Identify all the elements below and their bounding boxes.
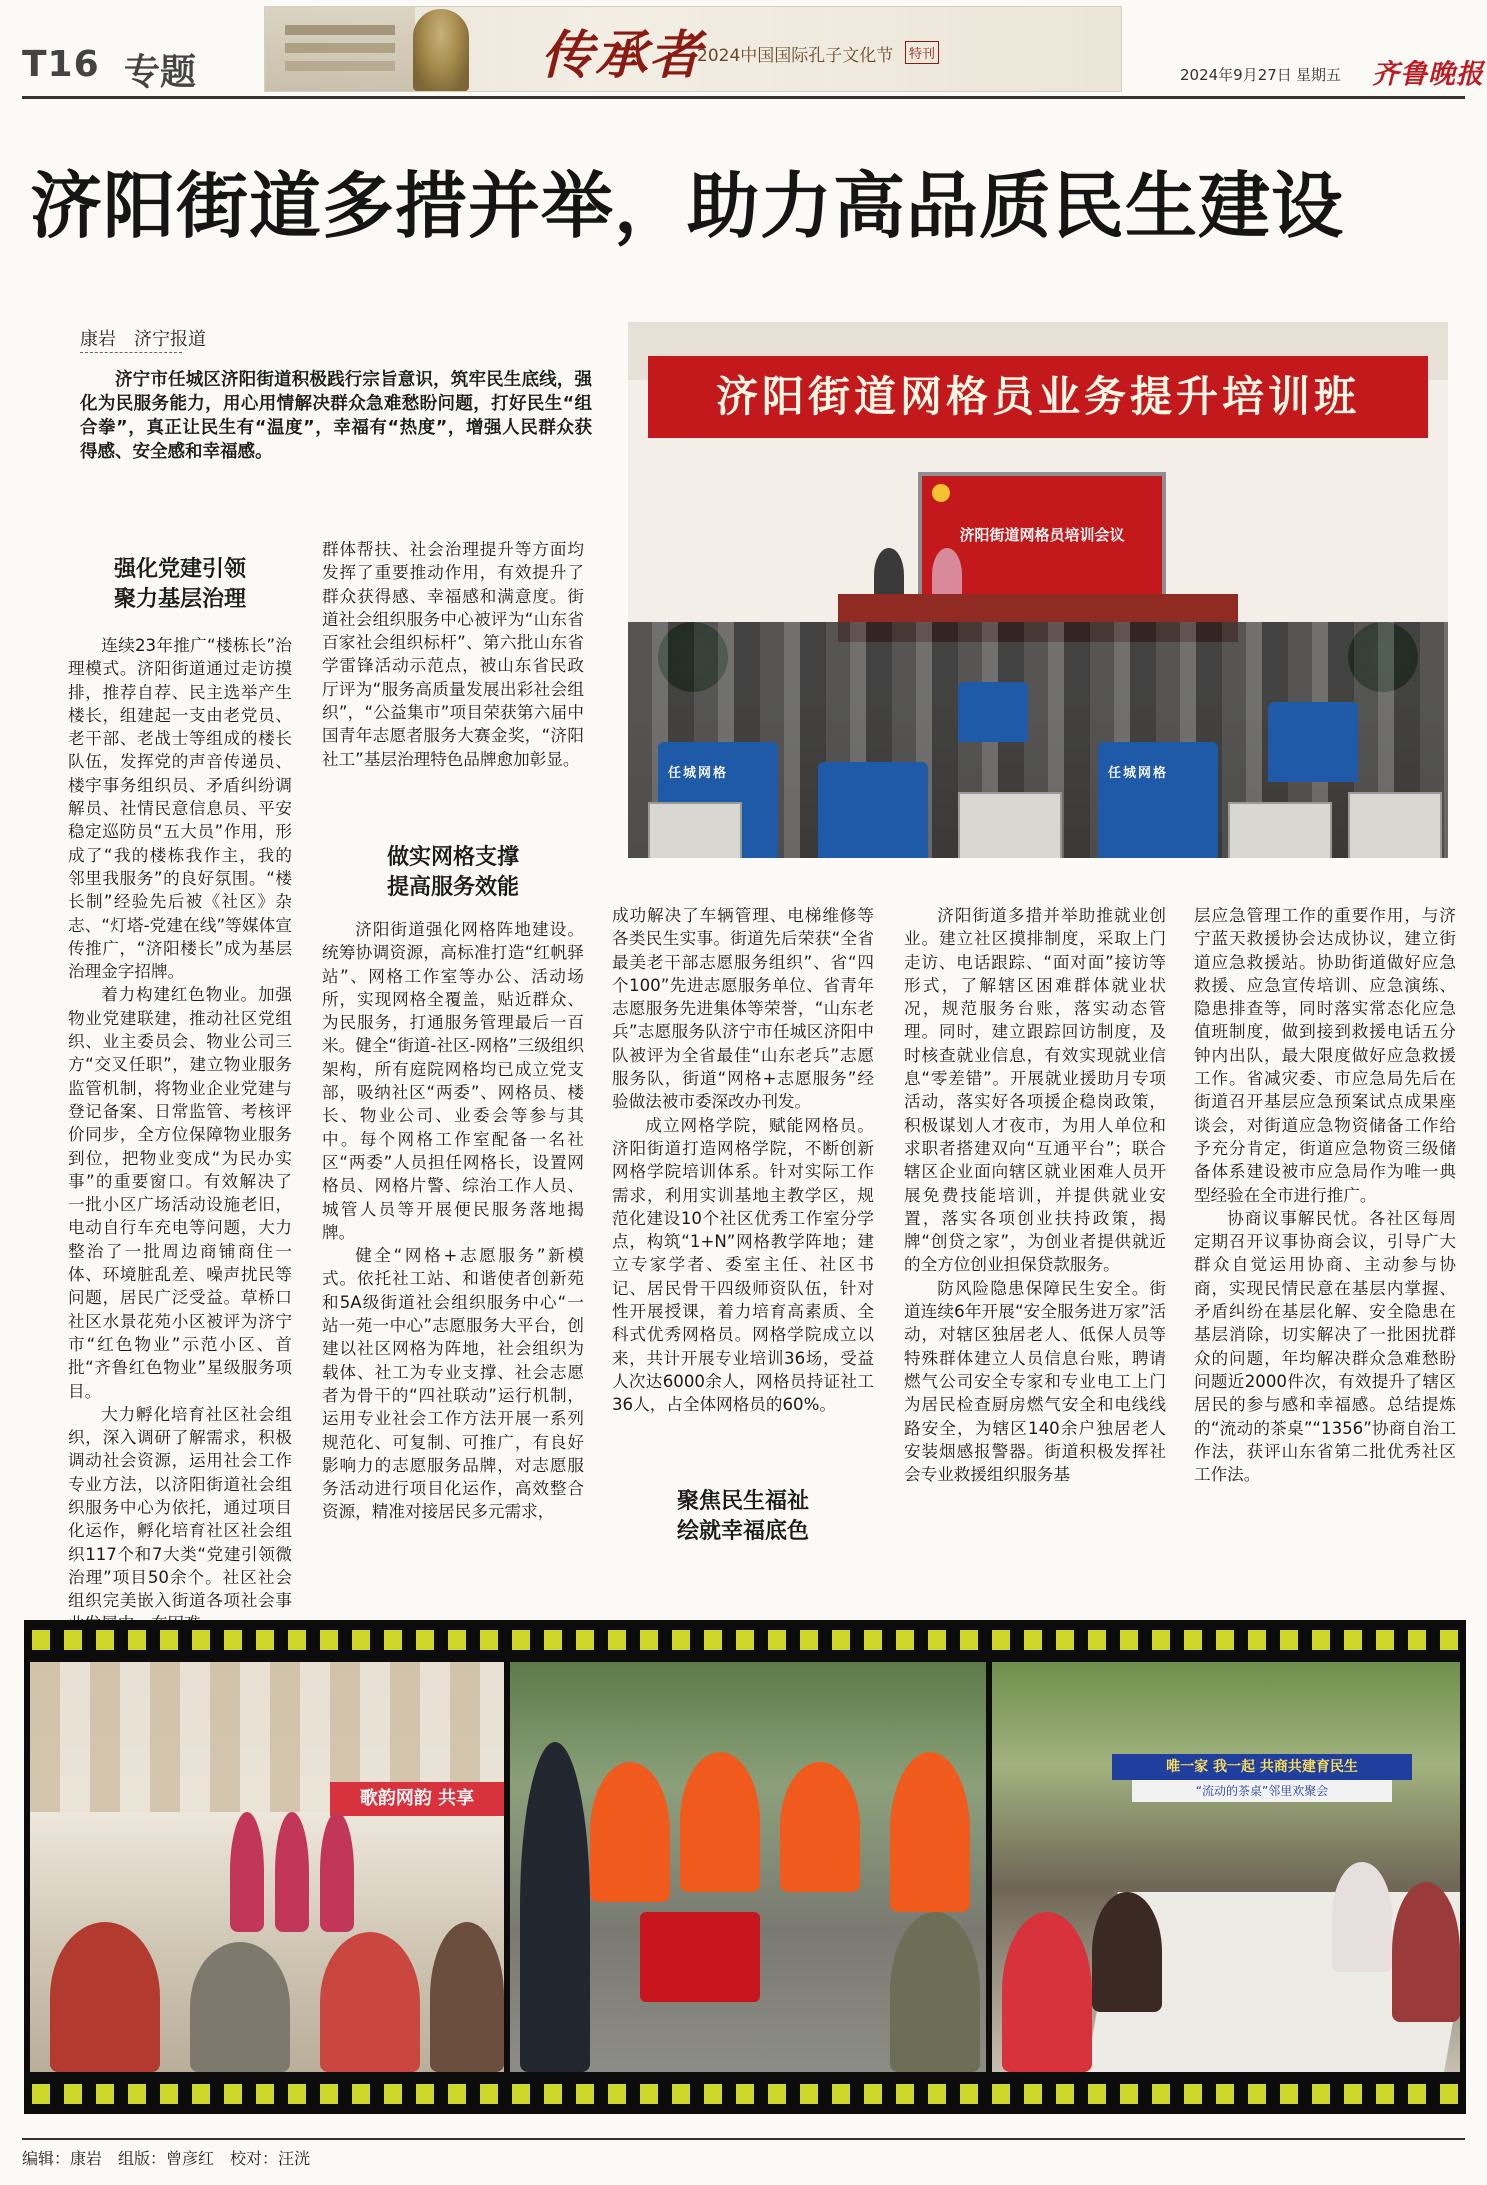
column-3	[612, 904, 874, 1417]
paragraph: 健全“网格+志愿服务”新模式。依托社工站、和谐使者创新苑和5A级街道社会组织服务中心“一站一苑一中心”志愿服务大平台，创建以社区网格为阵地，社会组织为载体、社工为专业支撑、社会志愿者为骨干的“四社联动”运行机制，运用专业社会工作方法开展一系列规范化、可复制、可推广，有良好影响力的志愿服务品牌，对志愿服务活动进行项目化运作，高效整合资源，精准对接居民多元需求，	[322, 1246, 584, 1522]
paragraph: 大力孵化培育社区社会组织，深入调研了解需求，积极调动社会资源，运用社会工作专业方法，以济阳街道社会组织服务中心为依托，通过项目化运作，孵化培育社区社会组织117个和7大类“党建引领微治理”项目50余个。社区社会组织完美嵌入街道各项社会事	[68, 1404, 292, 1611]
issue-date: 2024年9月27日	[1180, 66, 1292, 84]
life-vest	[780, 1762, 860, 1892]
resident	[1332, 1862, 1392, 1972]
attendee-vest: 任城网格	[1098, 742, 1218, 858]
column-2-top	[322, 538, 584, 771]
section-name: 专题	[124, 51, 197, 93]
life-vest	[890, 1752, 970, 1912]
attendee-vest: 任城网格	[658, 742, 778, 858]
byline: 康岩 济宁报道	[80, 329, 206, 350]
life-vest	[680, 1752, 760, 1892]
paragraph: 济阳街道多措并举助推就业创业。建立社区摸排制度，采取上门走访、电话跟踪、“面对面”接访等形式，了解辖区困难群体就业状况，规范服务台账，落实动态管理。同时，建立跟踪回访制度，及时核查就业信息，有效实现就业信息“零差错”。开展就业援助月专项活动，落实好各项援企稳岗政策，积极谋划人才夜市，为用人单位和求职者搭建双向“互通平台”；联合辖区企业面向辖区就业困难人员开展免费技能培训，并提供就业安置，落实各项创业扶持政策，揭牌“创贷之家”，为创业者提供就近的全方位创业担保贷款服务。	[904, 906, 1166, 1275]
photo-screen-text: 济阳街道网格员培训会议	[959, 526, 1125, 544]
banner-subtitle: 2024中国国际孔子文化节	[697, 46, 894, 66]
chair	[958, 792, 1062, 858]
paragraph: 层应急管理工作的重要作用，与济宁蓝天救援协会达成协议，建立街道应急救援站。协助街道做好应急救援、应急宣传培训、应急演练、隐患排查等，同时落实常态化应急值班制度，做到接到救援电话五分钟内出队，最大限度做好应急救援工作。省减灾委、市应急局先后在街道召开基层应急预案试点成果座谈会，对街道应急物资储备工作给予充分肯定，街道应急物资三级储备体系建设被市应急局作为唯一典型经验在全市进行推广。	[1194, 906, 1456, 1205]
chair	[1228, 802, 1332, 858]
film-perforation	[32, 2084, 1458, 2104]
photo-red-banner: 济阳街道网格员业务提升培训班	[648, 356, 1428, 438]
security-officer	[520, 1742, 590, 2072]
resident	[1002, 1912, 1092, 2072]
elderly-man	[890, 1912, 980, 2072]
subhead-party-building: 强化党建引领 聚力基层治理	[113, 556, 246, 612]
event-sign: 歌韵网韵 共享	[330, 1782, 504, 1816]
performer	[320, 1812, 354, 1932]
header-rule	[22, 96, 1465, 99]
audience-member	[50, 1922, 160, 2072]
photo-film-strip	[24, 1620, 1466, 2114]
page-number: T16	[22, 44, 100, 85]
banner-tag: 特刊	[905, 41, 939, 64]
footer-rule	[22, 2138, 1465, 2140]
column-1	[68, 634, 292, 1636]
lead-paragraph: 济宁市任城区济阳街道积极践行宗旨意识，筑牢民生底线，强化为民服务能力，用心用情解决群众急难愁盼问题，打好民生“组合拳”，真正让民生有“温度”，幸福有“热度”，增强人民群众获得感、安全感和幸福感。	[80, 370, 592, 462]
headline: 济阳街道多措并举，助力高品质民生建设	[30, 163, 1345, 248]
audience-member	[430, 1922, 504, 2072]
confucius-statue-image	[413, 9, 469, 91]
resident	[1092, 1892, 1162, 2012]
attendee-vest	[958, 682, 1028, 742]
resident	[1392, 1882, 1460, 2022]
paragraph: 济阳街道强化网格阵地建设。统筹协调资源，高标准打造“红帆驿站”、网格工作室等办公、活动场所，实现网格全覆盖，贴近群众、为民服务，打通服务管理最后一百米。健全“街道-社区-网格”三级组织架构，所有庭院网格均已成立党支部，吸纳社区“两委”、网格员、楼长、物业公司、业委会等参与其中。每个网格工作室配备一名社区“两委”人员担任网格长，设置网格员、网格片警、综治工作人员、城管人员等开展便民服务落地揭牌。	[322, 920, 584, 1242]
attendee-vest	[818, 762, 928, 858]
header-banner	[264, 6, 1122, 92]
paragraph: 防风险隐患保障民生安全。街道连续6年开展“安全服务进万家”活动，对辖区独居老人、低保人员等特殊群体建立人员信息台账，聘请燃气公司安全专家和专业电工上门为居民检查厨房燃气安全和电线线路安全，为辖区140余户独居老人安装烟感报警器。街道积极发挥社会专业救援组织服务基	[904, 1278, 1166, 1485]
attendee-vest	[1268, 702, 1358, 782]
paragraph: 成立网格学院，赋能网格员。济阳街道打造网格学院，不断创新网格学院培训体系。针对实际工作需求，利用实训基地主教学区，规范化建设10个社区优秀工作室分学点，构筑“1+N”网格教学阵地；建立专家学者、委室主任、社区书记、居民骨干四级师资队伍，针对性开展授课，着力培育高素质、全科式优秀网格员。网格学院成立以来，共计开展专业培训36场，受益人次达6000余人，网格员持证社工36人，占全体网格员的60%。	[612, 1115, 874, 1415]
water-pump	[640, 1912, 760, 2002]
paragraph: 群体帮扶、社会治理提升等方面均发挥了重要推动作用，有效提升了群众获得感、幸福感和满意度。街道社会组织服务中心被评为“山东省百家社会组织标杆”、第六批山东省学雷锋活动示范点，被山东省民政厅评为“服务高质量发展出彩社会组织”，“公益集市”项目荣获第六届中国青年志愿者服务大赛金奖，“济阳社工”基层治理特色品牌愈加彰显。	[322, 540, 584, 769]
column-4	[904, 904, 1166, 1486]
paragraph: 连续23年推广“楼栋长”治理模式。济阳街道通过走访摸排，推荐自荐、民主选举产生楼长，组建起一支由老党员、老干部、老战士等组成的楼长队伍，发挥党的声音传递员、楼宇事务组织员、矛盾纠纷调解员、社情民意信息员、平安稳定巡防员“五大员”作用，形成了“我的楼栋我作主，我的邻里我服务”的良好氛围。“楼长制”经验先后被《社区》杂志、“灯塔-党建在线”等媒体宣传推广，“济阳楼长”成为基层治理金字招牌。	[68, 636, 292, 982]
temple-illustration	[265, 7, 415, 91]
film-perforation	[32, 1630, 1458, 1650]
issue-weekday: 星期五	[1296, 66, 1342, 84]
paragraph: 成功解决了车辆管理、电梯维修等各类民生实事。街道先后荣获“全省最美老干部志愿服务组织”、省“四个100”先进志愿服务单位、省青年志愿服务先进集体等荣誉，“山东老兵”志愿服务队济宁市任城区济阳中队被评为全省最佳“山东老兵”志愿服务队，街道“网格+志愿服务”经验做法被市委深改办刊发。	[612, 906, 874, 1112]
event-banner: 唯一家 我一起 共商共建育民生	[1112, 1754, 1412, 1780]
emblem-icon	[932, 484, 950, 502]
paragraph: 协商议事解民忧。各社区每周定期召开议事协商会议，引导广大群众自觉运用协商、主动参与协商，实现民情民意在基层内掌握、矛盾纠纷在基层化解、安全隐患在基层消除，切实解决了一批困扰群众的问题，年均解决群众急难愁盼问题近2000件次，有效提升了辖区居民的参与感和幸福感。总结提炼的“流动的茶桌”“1356”协商自治工作法，获评山东省第二批优秀社区工作法。	[1194, 1208, 1456, 1485]
tea-table-gathering-photo	[992, 1662, 1460, 2072]
column-5	[1194, 904, 1456, 1486]
newspaper-logo: 齐鲁晚报	[1372, 59, 1484, 90]
banner-title: 传承者	[541, 25, 704, 86]
performer	[230, 1812, 264, 1932]
chair	[1348, 792, 1442, 858]
column-2-bottom	[322, 918, 584, 1524]
training-meeting-photo	[628, 322, 1448, 858]
subhead-livelihood: 聚焦民生福祉 绘就幸福底色	[676, 1488, 809, 1544]
performer	[275, 1812, 309, 1932]
chair	[648, 802, 742, 858]
rescue-drill-photo	[510, 1662, 986, 2072]
audience-member	[190, 1942, 290, 2072]
life-vest	[590, 1762, 670, 1902]
event-banner-sub: “流动的茶桌”邻里欢聚会	[1132, 1780, 1392, 1802]
paragraph: 着力构建红色物业。加强物业党建联建，推动社区党组织、业主委员会、物业公司三方“交叉任职”，建立物业服务监管机制，将物业企业党建与登记备案、日常监管、考核评价同步，全方位保障物业服务到位，把物业变成“为民办实事”的重要窗口。有效解决了一批小区广场活动设施老旧，电动自行车充电等问题，大力整治了一批周边商铺商住一体、环境脏乱差、噪声扰民等问题，居民广泛受益。草桥口社区水景花苑小区被评为济宁市“红色物业”示范小区、首批“齐鲁红色物业”星级服务项目。	[68, 985, 292, 1401]
byline-underline	[80, 352, 182, 353]
community-activity-photo	[30, 1662, 504, 2072]
audience-member	[320, 1932, 420, 2072]
editor-credits: 编辑：康岩 组版：曾彦红 校对：汪洸	[22, 2149, 311, 2168]
subhead-grid-support: 做实网格支撑 提高服务效能	[386, 844, 519, 900]
